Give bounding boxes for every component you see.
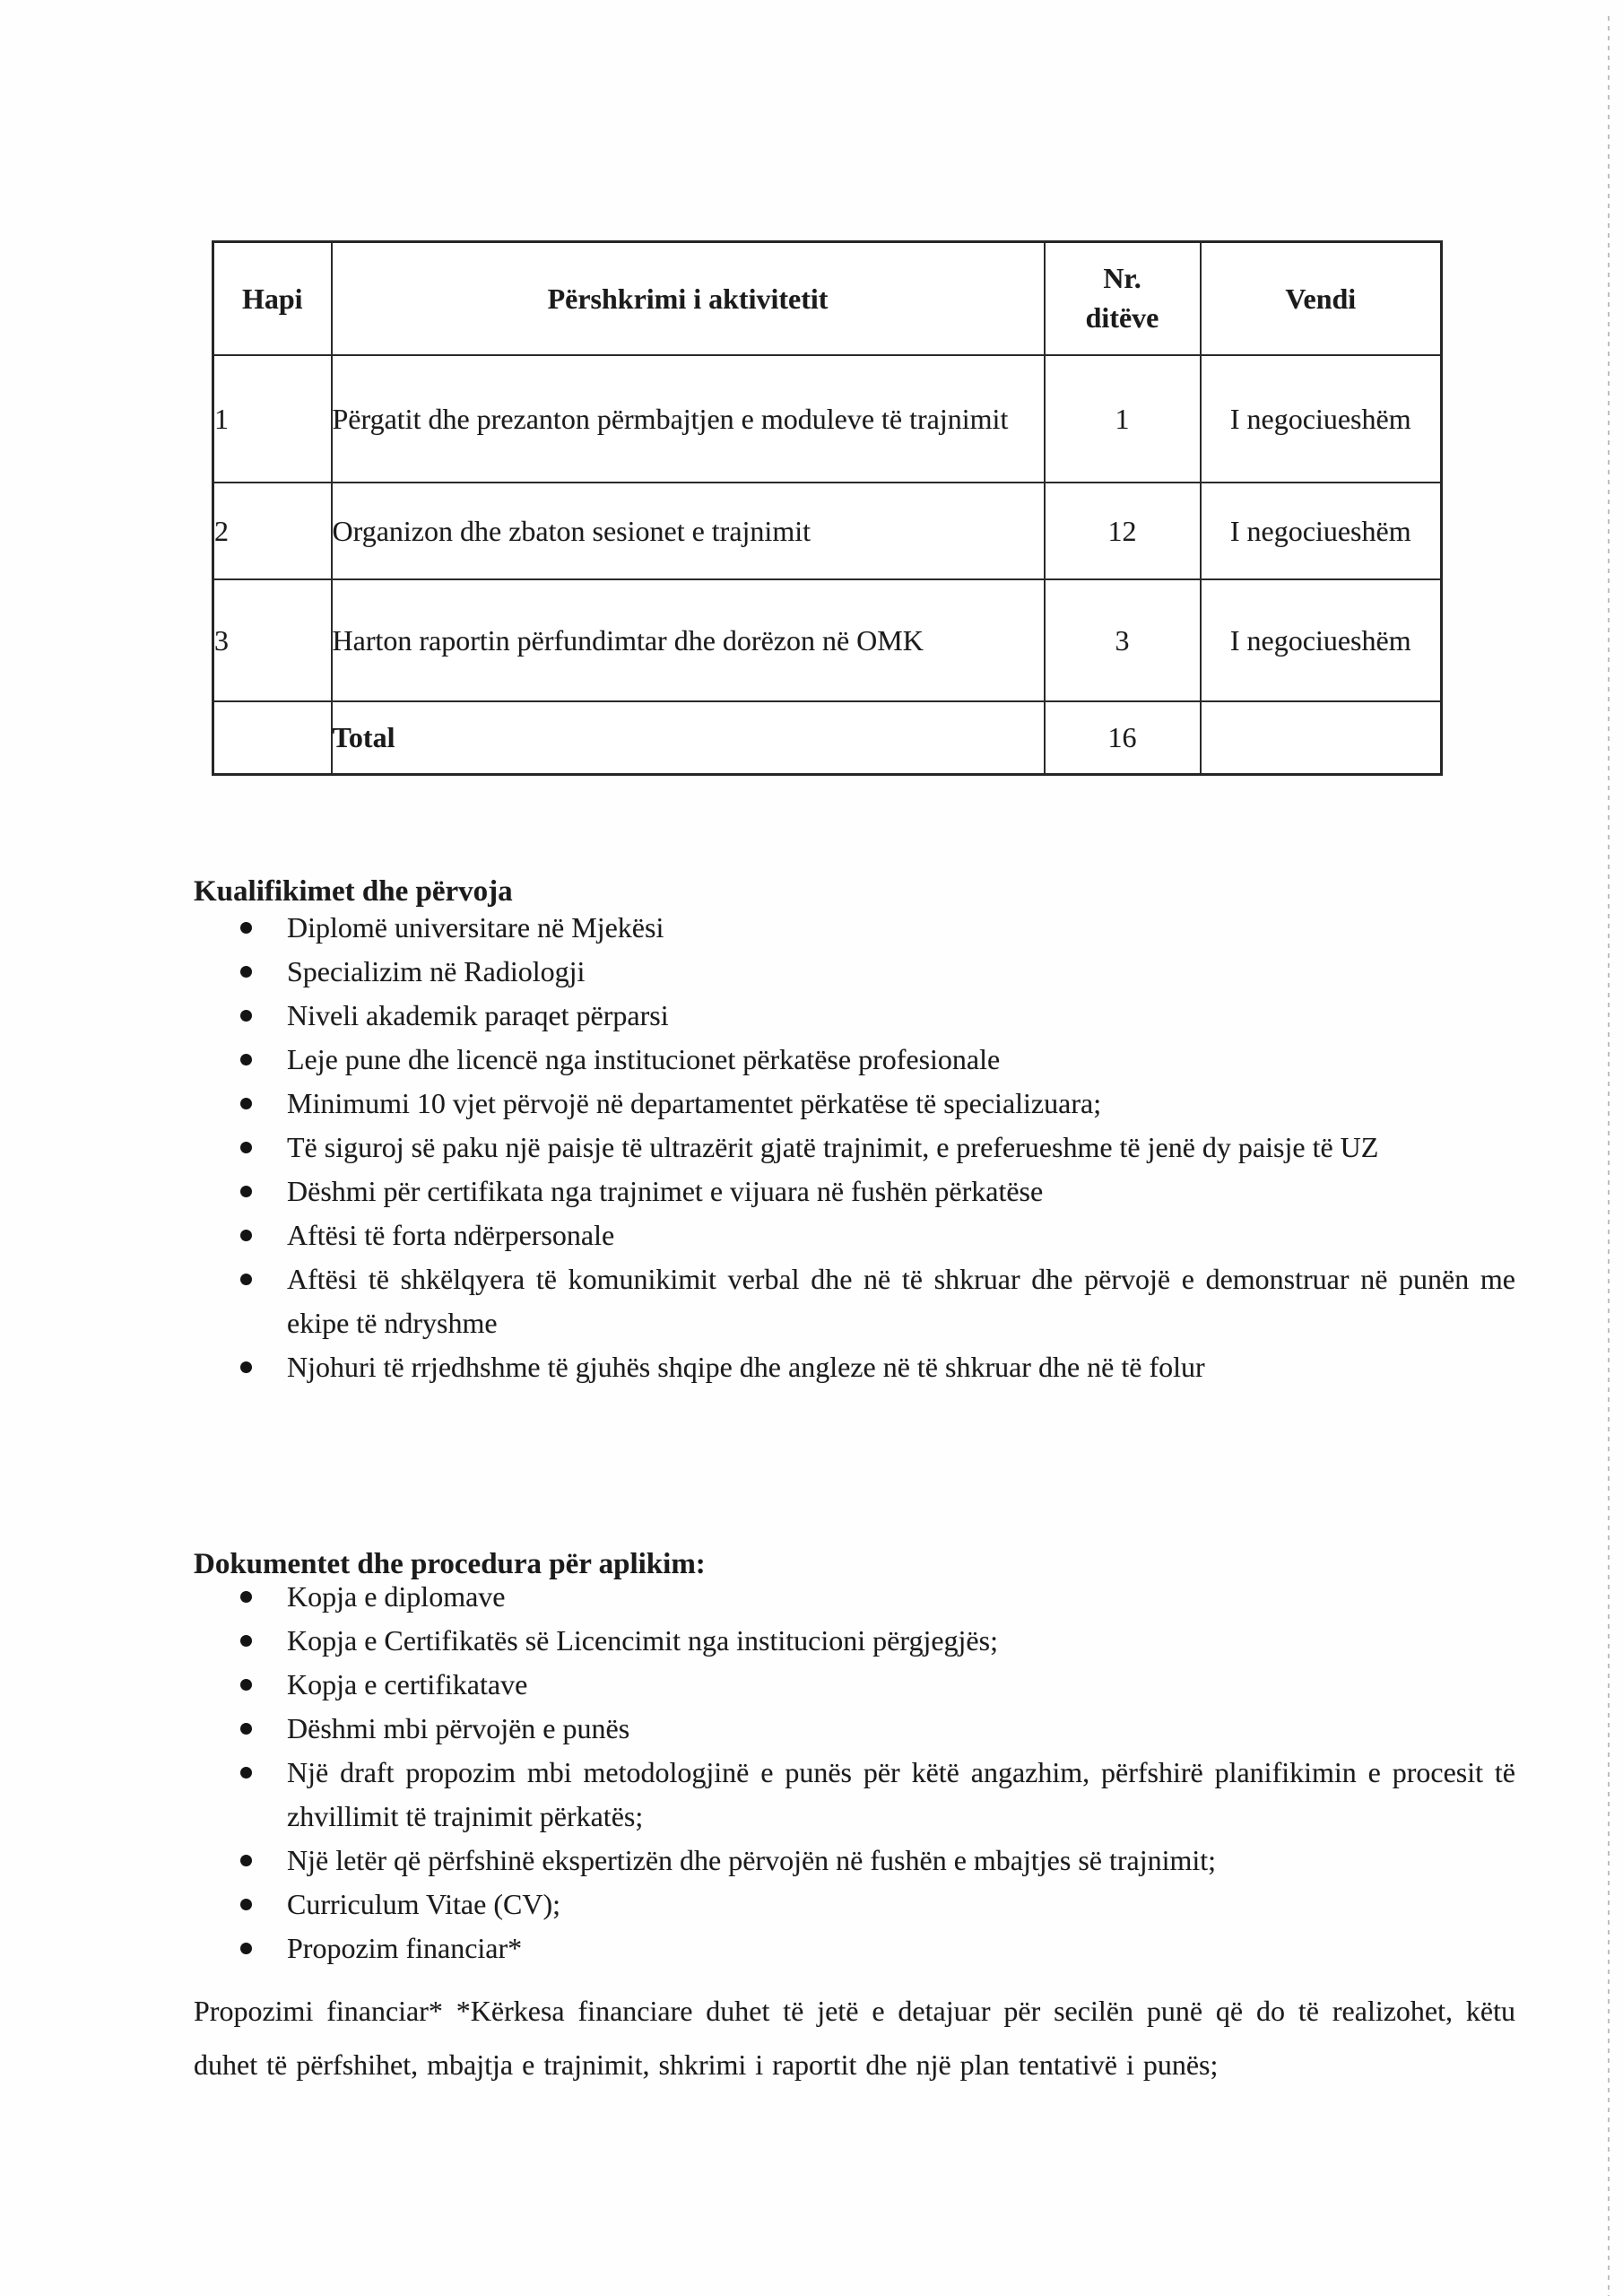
qualification-item-text: Diplomë universitare në Mjekësi	[287, 911, 664, 944]
qualification-item-text: Dëshmi për certifikata nga trajnimet e vijuara në fushën përkatëse	[287, 1175, 1044, 1207]
document-item-text: Kopja e certifikatave	[287, 1668, 528, 1700]
cell-total-label: Total	[332, 701, 1045, 775]
cell-days: 3	[1045, 579, 1201, 701]
document-item	[194, 1926, 1515, 1970]
table-row	[213, 355, 1442, 483]
qualifications-list	[194, 906, 1515, 1389]
bullet-icon	[240, 1186, 252, 1197]
bullet-icon	[240, 1591, 252, 1603]
cell-step	[213, 701, 332, 775]
qualification-item	[194, 950, 1515, 994]
bullet-icon	[240, 1855, 252, 1866]
qualification-item	[194, 1213, 1515, 1257]
bullet-icon	[240, 1723, 252, 1735]
document-item-text: Propozim financiar*	[287, 1932, 523, 1964]
col-header-days	[1045, 242, 1201, 355]
bullet-icon	[240, 1054, 252, 1065]
qualification-item-text: Leje pune dhe licencë nga institucionet përkatëse profesionale	[287, 1043, 1001, 1075]
qualifications-section-title: Kualifikimet dhe përvoja	[194, 875, 513, 909]
qualification-item	[194, 1082, 1515, 1126]
col-header-days-text: Nr. ditëve	[1085, 262, 1159, 335]
cell-step: 2	[213, 483, 332, 579]
cell-place: I negociueshëm	[1201, 579, 1442, 701]
cell-step: 1	[213, 355, 332, 483]
bullet-icon	[240, 1010, 252, 1022]
document-item	[194, 1751, 1515, 1839]
cell-description: Organizon dhe zbaton sesionet e trajnimit	[332, 483, 1045, 579]
cell-place	[1201, 701, 1442, 775]
qualification-item-text: Aftësi të forta ndërpersonale	[287, 1219, 615, 1251]
financial-note-paragraph: Propozimi financiar* *Kërkesa financiare duhet të jetë e detajuar për secilën punë që do të realizohet, këtu duhet të përfshihet, mbajtja e trajnimit, shkrimi i raportit dhe një plan tentativë i punës;	[194, 1995, 1515, 2081]
bullet-icon	[240, 1361, 252, 1373]
col-header-step: Hapi	[213, 242, 332, 355]
qualification-item-text: Minimumi 10 vjet përvojë në departamentet përkatëse të specializuara;	[287, 1087, 1102, 1119]
document-item-text: Një draft propozim mbi metodologjinë e punës për këtë angazhim, përfshirë planifikimin e procesit të zhvillimit të trajnimit përkatës;	[287, 1756, 1515, 1832]
qualification-item	[194, 1126, 1515, 1170]
qualification-item-text: Aftësi të shkëlqyera të komunikimit verbal dhe në të shkruar dhe përvojë e demonstruar në punën me ekipe të ndryshme	[287, 1263, 1515, 1339]
qualification-item	[194, 994, 1515, 1038]
cell-days: 1	[1045, 355, 1201, 483]
activity-table	[212, 240, 1443, 776]
document-item-text: Një letër që përfshinë ekspertizën dhe përvojën në fushën e mbajtjes së trajnimit;	[287, 1844, 1217, 1876]
bullet-icon	[240, 1899, 252, 1910]
qualification-item	[194, 1345, 1515, 1389]
bullet-icon	[240, 922, 252, 934]
documents-section-title: Dokumentet dhe procedura për aplikim:	[194, 1548, 706, 1581]
cell-days: 12	[1045, 483, 1201, 579]
bullet-icon	[240, 1142, 252, 1153]
document-item	[194, 1619, 1515, 1663]
bullet-icon	[240, 1230, 252, 1241]
table-total-row	[213, 701, 1442, 775]
cell-place: I negociueshëm	[1201, 355, 1442, 483]
bullet-icon	[240, 1098, 252, 1109]
document-item-text: Curriculum Vitae (CV);	[287, 1888, 560, 1920]
bullet-icon	[240, 1679, 252, 1691]
scan-edge-artifact	[1608, 16, 1610, 2296]
document-item	[194, 1575, 1515, 1619]
table-header-row	[213, 242, 1442, 355]
table-row	[213, 483, 1442, 579]
table-row	[213, 579, 1442, 701]
document-item	[194, 1883, 1515, 1926]
col-header-description: Përshkrimi i aktivitetit	[332, 242, 1045, 355]
qualification-item-text: Të siguroj së paku një paisje të ultrazërit gjatë trajnimit, e preferueshme të jenë dy paisje të UZ	[287, 1131, 1379, 1163]
qualification-item	[194, 906, 1515, 950]
bullet-icon	[240, 966, 252, 978]
bullet-icon	[240, 1635, 252, 1647]
document-item-text: Kopja e diplomave	[287, 1580, 506, 1613]
qualification-item-text: Specializim në Radiologji	[287, 955, 586, 987]
cell-step: 3	[213, 579, 332, 701]
document-item-text: Kopja e Certifikatës së Licencimit nga institucioni përgjegjës;	[287, 1624, 998, 1657]
document-item	[194, 1663, 1515, 1707]
cell-total-days: 16	[1045, 701, 1201, 775]
qualification-item	[194, 1257, 1515, 1345]
bullet-icon	[240, 1943, 252, 1954]
bullet-icon	[240, 1767, 252, 1779]
cell-place: I negociueshëm	[1201, 483, 1442, 579]
bullet-icon	[240, 1274, 252, 1285]
qualification-item-text: Njohuri të rrjedhshme të gjuhës shqipe dhe angleze në të shkruar dhe në të folur	[287, 1351, 1205, 1383]
document-item-text: Dëshmi mbi përvojën e punës	[287, 1712, 630, 1744]
qualification-item-text: Niveli akademik paraqet përparsi	[287, 999, 669, 1031]
document-item	[194, 1707, 1515, 1751]
qualification-item	[194, 1170, 1515, 1213]
qualification-item	[194, 1038, 1515, 1082]
cell-description: Harton raportin përfundimtar dhe dorëzon në OMK	[332, 579, 1045, 701]
col-header-place: Vendi	[1201, 242, 1442, 355]
cell-description: Përgatit dhe prezanton përmbajtjen e moduleve të trajnimit	[332, 355, 1045, 483]
document-item	[194, 1839, 1515, 1883]
documents-list	[194, 1575, 1515, 1970]
